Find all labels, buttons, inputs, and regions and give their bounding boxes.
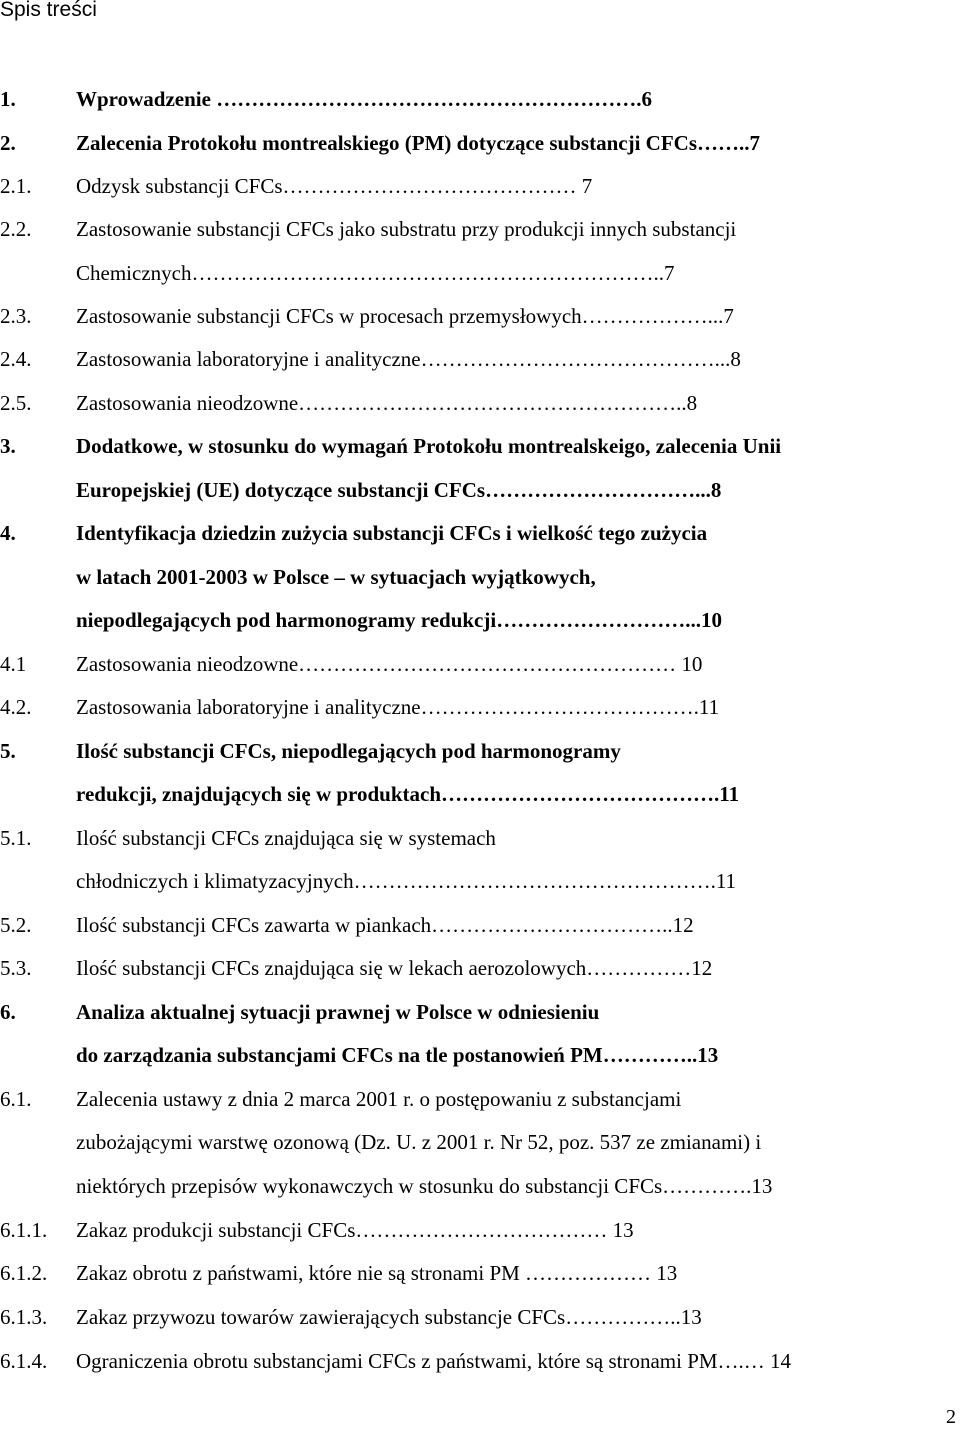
toc-entry-title: Zastosowania nieodzowne………………………………………………..8 [76, 391, 698, 415]
toc-entry-title: w latach 2001-2003 w Polsce – w sytuacjach wyjątkowych, [76, 565, 596, 589]
toc-entry-number: 1. [0, 87, 16, 111]
toc-entry-title: Zastosowanie substancji CFCs w procesach przemysłowych………………...7 [76, 304, 734, 328]
toc-entry-number: 3. [0, 434, 16, 458]
toc-entry-number: 6.1.1. [0, 1218, 48, 1242]
toc-entry-title: Zakaz obrotu z państwami, które nie są stronami PM ……………… 13 [76, 1261, 678, 1285]
toc-entry-title: zubożającymi warstwę ozonową (Dz. U. z 2001 r. Nr 52, poz. 537 ze zmianami) i [76, 1130, 762, 1154]
toc-entry-number: 4.1 [0, 652, 27, 676]
toc-entry-title: redukcji, znajdujących się w produktach………………………………….11 [76, 782, 740, 806]
toc-entry-title: Zastosowania nieodzowne……………………………………………… 10 [76, 652, 703, 676]
toc-entry-title: Zakaz przywozu towarów zawierających substancje CFCs……………..13 [76, 1305, 702, 1329]
toc-entry-title: Ilość substancji CFCs, niepodlegających pod harmonogramy [76, 739, 621, 763]
toc-entry-title: Ograniczenia obrotu substancjami CFCs z państwami, które są stronami PM….… 14 [76, 1349, 792, 1373]
toc-entry-title: Ilość substancji CFCs znajdująca się w systemach [76, 826, 496, 850]
toc-entry-title: Zalecenia Protokołu montrealskiego (PM) dotyczące substancji CFCs……..7 [76, 131, 760, 155]
toc-entry-number: 2.2. [0, 217, 32, 241]
toc-entry-number: 5.3. [0, 956, 32, 980]
toc-entry-title: Zakaz produkcji substancji CFCs……………………………… 13 [76, 1218, 634, 1242]
toc-entry-title: Wprowadzenie …………………………………………………….6 [76, 87, 652, 111]
toc-entry-title: Analiza aktualnej sytuacji prawnej w Polsce w odniesieniu [76, 1000, 600, 1024]
toc-entry-number: 4.2. [0, 695, 32, 719]
toc-entry-title: niektórych przepisów wykonawczych w stosunku do substancji CFCs………….13 [76, 1174, 773, 1198]
toc-entry-title: chłodniczych i klimatyzacyjnych…………………………………………….11 [76, 869, 737, 893]
page-number: 2 [946, 1406, 956, 1428]
toc-entry-number: 2.5. [0, 391, 32, 415]
toc-entry-number: 2.1. [0, 174, 32, 198]
toc-entry-title: Identyfikacja dziedzin zużycia substancji CFCs i wielkość tego zużycia [76, 521, 708, 545]
page-heading: Spis treści [0, 0, 97, 21]
toc-entry-title: Zastosowania laboratoryjne i analityczne……………………………………...8 [76, 347, 741, 371]
toc-entry-number: 5.2. [0, 913, 32, 937]
toc-entry-number: 4. [0, 521, 16, 545]
toc-entry-number: 5. [0, 739, 16, 763]
toc-entry-number: 6.1. [0, 1087, 32, 1111]
toc-entry-number: 2.4. [0, 347, 32, 371]
toc-entry-number: 6.1.4. [0, 1349, 48, 1373]
toc-entry-title: Chemicznych…………………………………………………………..7 [76, 261, 675, 285]
toc-entry-title: Zalecenia ustawy z dnia 2 marca 2001 r. o postępowaniu z substancjami [76, 1087, 682, 1111]
toc-entry-number: 6. [0, 1000, 16, 1024]
toc-entry-title: Odzysk substancji CFCs…………………………………… 7 [76, 174, 593, 198]
toc-entry-number: 2.3. [0, 304, 32, 328]
toc-entry-title: do zarządzania substancjami CFCs na tle postanowień PM…………..13 [76, 1043, 719, 1067]
toc-entry-title: Ilość substancji CFCs znajdująca się w lekach aerozolowych……………12 [76, 956, 713, 980]
toc-entry-number: 5.1. [0, 826, 32, 850]
toc-entry-number: 6.1.2. [0, 1261, 48, 1285]
toc-entry-title: niepodlegających pod harmonogramy redukcji………………………...10 [76, 608, 722, 632]
toc-entry-title: Zastosowanie substancji CFCs jako substratu przy produkcji innych substancji [76, 217, 737, 241]
toc-entry-title: Ilość substancji CFCs zawarta w piankach……………………………..12 [76, 913, 694, 937]
toc-entry-number: 6.1.3. [0, 1305, 48, 1329]
toc-entry-title: Europejskiej (UE) dotyczące substancji CFCs…………………………...8 [76, 478, 722, 502]
toc-entry-title: Dodatkowe, w stosunku do wymagań Protokołu montrealskeigo, zalecenia Unii [76, 434, 782, 458]
toc-entry-title: Zastosowania laboratoryjne i analityczne………………………………….11 [76, 695, 720, 719]
toc-entry-number: 2. [0, 131, 16, 155]
